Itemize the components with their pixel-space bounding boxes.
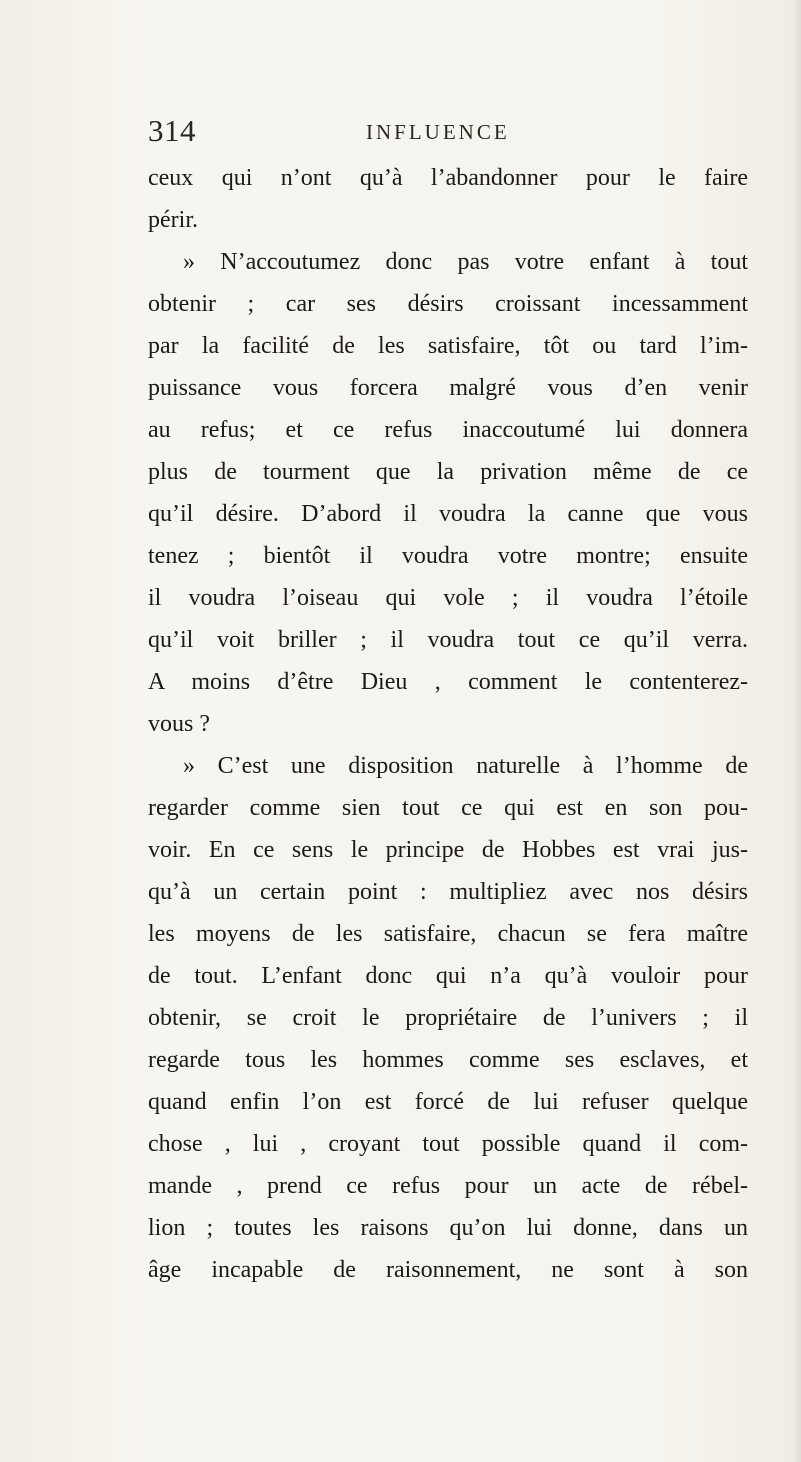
running-head: INFLUENCE bbox=[366, 120, 510, 144]
text-line: quand enfin l’on est forcé de lui refuser quelque bbox=[148, 1089, 748, 1115]
text-line: puissance vous forcera malgré vous d’en venir bbox=[148, 375, 748, 401]
text-line: au refus; et ce refus inaccoutumé lui donnera bbox=[148, 417, 748, 443]
text-line: plus de tourment que la privation même de ce bbox=[148, 459, 748, 485]
text-line: mande , prend ce refus pour un acte de rébel- bbox=[148, 1173, 748, 1199]
text-line: » N’accoutumez donc pas votre enfant à tout bbox=[183, 249, 748, 275]
text-line: obtenir, se croit le propriétaire de l’univers ; il bbox=[148, 1005, 748, 1031]
page-edge-shadow bbox=[793, 0, 801, 1462]
text-line: obtenir ; car ses désirs croissant incessamment bbox=[148, 291, 748, 317]
text-line: qu’il désire. D’abord il voudra la canne que vous bbox=[148, 501, 748, 527]
body-text bbox=[148, 157, 748, 1291]
text-line: tenez ; bientôt il voudra votre montre; ensuite bbox=[148, 543, 748, 569]
text-line: regarde tous les hommes comme ses esclaves, et bbox=[148, 1047, 748, 1073]
text-line: lion ; toutes les raisons qu’on lui donne, dans un bbox=[148, 1215, 748, 1241]
page-header bbox=[148, 113, 548, 149]
text-line: voir. En ce sens le principe de Hobbes est vrai jus- bbox=[148, 837, 748, 863]
text-line: regarder comme sien tout ce qui est en son pou- bbox=[148, 795, 748, 821]
text-line: vous ? bbox=[148, 711, 210, 737]
text-line: par la facilité de les satisfaire, tôt ou tard l’im- bbox=[148, 333, 748, 359]
text-line: les moyens de les satisfaire, chacun se fera maître bbox=[148, 921, 748, 947]
text-line: chose , lui , croyant tout possible quand il com- bbox=[148, 1131, 748, 1157]
text-line: ceux qui n’ont qu’à l’abandonner pour le faire bbox=[148, 165, 748, 191]
text-line: A moins d’être Dieu , comment le contenterez- bbox=[148, 669, 748, 695]
text-line: qu’à un certain point : multipliez avec nos désirs bbox=[148, 879, 748, 905]
text-line: de tout. L’enfant donc qui n’a qu’à vouloir pour bbox=[148, 963, 748, 989]
page-number: 314 bbox=[148, 113, 196, 148]
text-line: » C’est une disposition naturelle à l’homme de bbox=[183, 753, 748, 779]
text-line: périr. bbox=[148, 207, 198, 233]
text-line: il voudra l’oiseau qui vole ; il voudra l’étoile bbox=[148, 585, 748, 611]
text-line: qu’il voit briller ; il voudra tout ce qu’il verra. bbox=[148, 627, 748, 653]
text-line: âge incapable de raisonnement, ne sont à son bbox=[148, 1257, 748, 1283]
